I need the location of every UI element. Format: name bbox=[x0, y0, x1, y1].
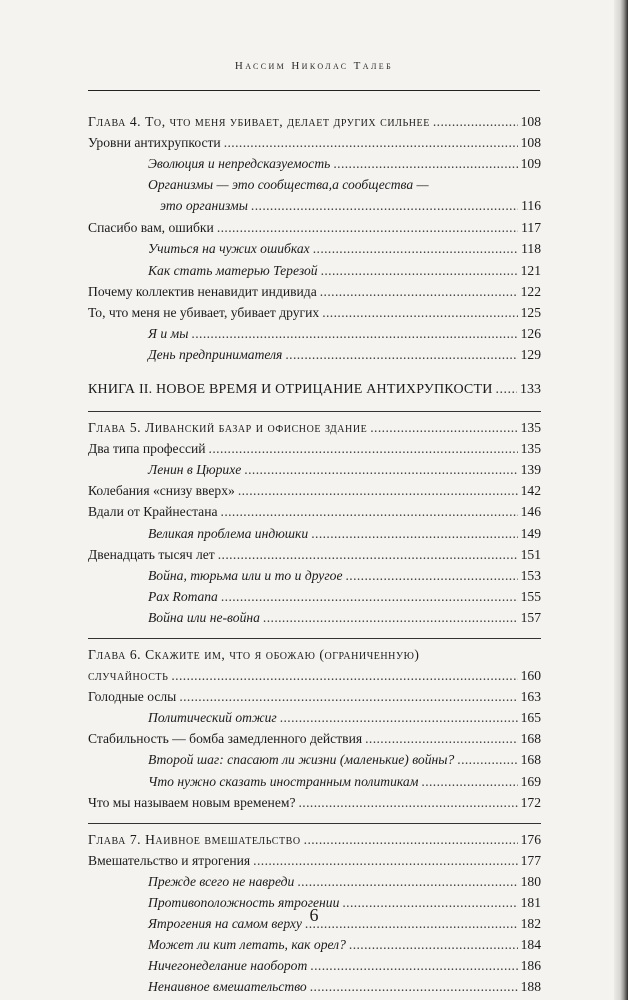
toc-leader-dots bbox=[321, 263, 518, 279]
toc-entry-title: Что мы называем новым временем? bbox=[88, 794, 296, 810]
toc-entry-subsection[interactable] bbox=[88, 752, 541, 773]
toc-leader-dots bbox=[251, 198, 518, 214]
toc-entry-section[interactable] bbox=[88, 547, 541, 568]
toc-leader-dots bbox=[349, 937, 518, 953]
toc-leader-dots bbox=[191, 326, 517, 342]
toc-entry-page: 129 bbox=[520, 346, 541, 362]
toc-entry-chapter[interactable] bbox=[88, 114, 541, 135]
toc-leader-dots bbox=[263, 610, 518, 626]
toc-divider bbox=[88, 411, 541, 412]
running-head: Нассим Николас Талеб bbox=[234, 60, 394, 72]
toc-leader-dots bbox=[320, 284, 518, 300]
toc-entry-title: Противоположность ятрогении bbox=[148, 895, 340, 910]
toc-leader-dots bbox=[171, 668, 517, 684]
toc-entry-title: Голодные ослы bbox=[88, 689, 177, 705]
toc-entry-title: Война или не-война bbox=[148, 609, 260, 625]
toc-entry-subsection[interactable] bbox=[88, 241, 541, 262]
toc-entry-page: 169 bbox=[520, 773, 541, 789]
toc-entry-section[interactable] bbox=[88, 135, 541, 156]
toc-leader-dots bbox=[370, 420, 517, 436]
toc-leader-dots bbox=[253, 853, 517, 869]
toc-leader-dots bbox=[285, 347, 517, 363]
toc-entry-subsection[interactable] bbox=[88, 326, 541, 347]
toc-entry-section[interactable] bbox=[88, 689, 541, 710]
toc-leader-dots bbox=[179, 689, 517, 705]
toc-entry-page: 117 bbox=[521, 220, 541, 236]
toc-entry-subsection[interactable] bbox=[88, 874, 541, 895]
toc-entry-subsection[interactable] bbox=[88, 710, 541, 731]
toc-entry-title: КНИГА II. НОВОЕ ВРЕМЯ И ОТРИЦАНИЕ АНТИХРУПКОСТИ bbox=[88, 382, 493, 398]
toc-entry-page: 133 bbox=[520, 382, 541, 398]
toc-leader-dots bbox=[433, 114, 518, 130]
toc-entry-section[interactable] bbox=[88, 731, 541, 752]
toc-entry-page: 157 bbox=[520, 609, 541, 625]
toc-entry-section[interactable] bbox=[88, 853, 541, 874]
toc-entry-page: 160 bbox=[520, 668, 541, 684]
toc-entry-page: 168 bbox=[520, 752, 541, 768]
toc-entry-title: Вмешательство и ятрогения bbox=[88, 852, 251, 868]
toc-entry-page: 172 bbox=[520, 794, 541, 810]
toc-entry-title: Два типа профессий bbox=[88, 441, 206, 457]
toc-entry-subsection[interactable] bbox=[88, 526, 541, 547]
toc-leader-dots bbox=[224, 135, 518, 151]
toc-entry-title: Спасибо вам, ошибки bbox=[88, 220, 214, 236]
toc-entry-page: 163 bbox=[520, 689, 541, 705]
toc-entry-title: Может ли кит летать, как орел? bbox=[148, 937, 346, 953]
toc-entry-page: 116 bbox=[521, 198, 541, 214]
toc-entry-page: 176 bbox=[520, 831, 541, 847]
toc-leader-dots bbox=[457, 752, 517, 768]
toc-entry-chapter[interactable] bbox=[88, 647, 541, 668]
toc-entry-subsection[interactable] bbox=[88, 568, 541, 589]
toc-entry-page: 168 bbox=[520, 731, 541, 747]
toc-entry-page: 108 bbox=[520, 114, 541, 129]
toc-entry-title: Глава 5. Ливанский базар и офисное здание bbox=[88, 420, 368, 436]
toc-entry-title-continued: это организмы bbox=[160, 198, 248, 214]
toc-entry-subsection[interactable] bbox=[88, 937, 541, 958]
toc-entry-title: Что нужно сказать иностранным политикам bbox=[148, 773, 419, 789]
toc-leader-dots bbox=[365, 731, 518, 747]
header-rule bbox=[88, 90, 540, 91]
table-of-contents bbox=[88, 114, 541, 1000]
toc-leader-dots bbox=[299, 795, 518, 811]
toc-leader-dots bbox=[333, 156, 517, 172]
toc-entry-title: Почему коллектив ненавидит индивида bbox=[88, 283, 317, 299]
toc-entry-title: То, что меня не убивает, убивает других bbox=[88, 304, 320, 320]
toc-leader-dots bbox=[496, 382, 517, 398]
toc-entry-book[interactable] bbox=[88, 382, 541, 404]
toc-entry-subsection[interactable] bbox=[88, 610, 541, 631]
toc-entry-title: Политический отжиг bbox=[148, 710, 277, 726]
toc-entry-title: День предпринимателя bbox=[148, 346, 283, 362]
toc-entry-page: 188 bbox=[520, 979, 541, 995]
toc-entry-title: Прежде всего не навреди bbox=[148, 873, 295, 889]
toc-entry-page: 122 bbox=[520, 283, 541, 299]
toc-entry-page: 118 bbox=[521, 241, 541, 257]
toc-entry-title: Я и мы bbox=[148, 325, 189, 341]
toc-entry-subsection[interactable] bbox=[88, 979, 541, 1000]
toc-entry-title: Глава 7. Наивное вмешательство bbox=[88, 831, 301, 847]
toc-entry-section[interactable] bbox=[88, 441, 541, 462]
toc-entry-title: Глава 4. То, что меня убивает, делает других сильнее bbox=[88, 114, 430, 129]
toc-leader-dots bbox=[310, 958, 517, 974]
toc-entry-subsection[interactable] bbox=[88, 958, 541, 979]
toc-entry-page: 181 bbox=[520, 895, 541, 910]
toc-entry-subsection-continued[interactable] bbox=[88, 198, 541, 220]
toc-entry-subsection[interactable] bbox=[88, 156, 541, 177]
toc-entry-section[interactable] bbox=[88, 220, 541, 241]
toc-entry-page: 165 bbox=[520, 710, 541, 726]
toc-entry-subsection[interactable] bbox=[88, 263, 541, 284]
toc-entry-subsection[interactable] bbox=[88, 177, 541, 198]
toc-leader-dots bbox=[311, 526, 517, 542]
toc-entry-page: 142 bbox=[520, 483, 541, 499]
toc-entry-title: Организмы — это сообщества,а сообщества — bbox=[148, 177, 429, 193]
toc-leader-dots bbox=[221, 589, 518, 605]
toc-gap bbox=[88, 368, 541, 382]
toc-entry-page: 155 bbox=[520, 588, 541, 604]
toc-entry-page: 153 bbox=[520, 567, 541, 583]
toc-entry-page: 146 bbox=[520, 504, 541, 520]
toc-entry-chapter-continued[interactable] bbox=[88, 668, 541, 689]
toc-entry-title: Ничегонеделание наоборот bbox=[148, 958, 308, 974]
toc-leader-dots bbox=[313, 241, 518, 257]
toc-entry-page: 125 bbox=[520, 304, 541, 320]
toc-entry-page: 108 bbox=[520, 135, 541, 151]
toc-leader-dots bbox=[304, 832, 518, 848]
toc-entry-section[interactable] bbox=[88, 483, 541, 504]
toc-entry-chapter[interactable] bbox=[88, 420, 541, 441]
page-edge-shadow bbox=[614, 0, 628, 1000]
toc-leader-dots bbox=[421, 774, 517, 790]
toc-entry-subsection[interactable] bbox=[88, 774, 541, 795]
toc-entry-title: Ятрогения на самом верху bbox=[148, 916, 302, 932]
toc-entry-subsection[interactable] bbox=[88, 347, 541, 368]
toc-leader-dots bbox=[244, 462, 517, 478]
toc-entry-page: 109 bbox=[520, 156, 541, 172]
toc-entry-title: Ленин в Цюрихе bbox=[148, 462, 242, 478]
toc-entry-title: Второй шаг: спасают ли жизни (маленькие) войны? bbox=[148, 752, 455, 768]
toc-entry-title: Стабильность — бомба замедленного действия bbox=[88, 731, 363, 747]
toc-entry-section[interactable] bbox=[88, 504, 541, 525]
toc-entry-subsection[interactable] bbox=[88, 589, 541, 610]
toc-entry-page: 135 bbox=[520, 420, 541, 436]
toc-divider bbox=[88, 823, 541, 824]
toc-entry-title: Двенадцать тысяч лет bbox=[88, 546, 215, 562]
toc-entry-section[interactable] bbox=[88, 305, 541, 326]
toc-entry-page: 135 bbox=[520, 441, 541, 457]
toc-leader-dots bbox=[209, 441, 518, 457]
toc-entry-page: 126 bbox=[520, 325, 541, 341]
toc-entry-page: 121 bbox=[520, 262, 541, 278]
toc-entry-title: Великая проблема индюшки bbox=[148, 525, 309, 541]
toc-entry-title: Ненаивное вмешательство bbox=[148, 979, 307, 995]
toc-entry-title: Эволюция и непредсказуемость bbox=[148, 156, 331, 172]
toc-leader-dots bbox=[221, 504, 518, 520]
toc-entry-page: 149 bbox=[520, 525, 541, 541]
toc-entry-section[interactable] bbox=[88, 795, 541, 816]
toc-entry-title: Колебания «снизу вверх» bbox=[88, 483, 235, 499]
toc-entry-title: Война, тюрьма или и то и другое bbox=[148, 567, 343, 583]
toc-entry-title: Учиться на чужих ошибках bbox=[148, 241, 310, 257]
toc-leader-dots bbox=[297, 874, 517, 890]
toc-entry-page: 182 bbox=[520, 916, 541, 932]
toc-entry-chapter[interactable] bbox=[88, 832, 541, 853]
toc-leader-dots bbox=[345, 568, 517, 584]
toc-leader-dots bbox=[217, 220, 518, 236]
toc-leader-dots bbox=[280, 710, 518, 726]
toc-entry-title: Глава 6. Скажите им, что я обожаю (ограниченную) bbox=[88, 646, 420, 662]
toc-entry-page: 180 bbox=[520, 873, 541, 889]
toc-entry-subsection[interactable] bbox=[88, 462, 541, 483]
toc-entry-title: Уровни антихрупкости bbox=[88, 135, 221, 151]
toc-entry-page: 139 bbox=[520, 462, 541, 478]
toc-entry-title: Как стать матерью Терезой bbox=[148, 262, 318, 278]
toc-entry-title: Pax Romana bbox=[148, 588, 218, 604]
toc-leader-dots bbox=[322, 305, 517, 321]
toc-entry-page: 151 bbox=[520, 546, 541, 562]
toc-leader-dots bbox=[218, 547, 518, 563]
toc-entry-title: Вдали от Крайнестана bbox=[88, 504, 218, 520]
toc-entry-section[interactable] bbox=[88, 284, 541, 305]
toc-entry-title-continued: случайность bbox=[88, 668, 169, 684]
toc-entry-page: 177 bbox=[520, 852, 541, 868]
toc-entry-page: 184 bbox=[520, 937, 541, 953]
toc-entry-page: 186 bbox=[520, 958, 541, 974]
toc-leader-dots bbox=[310, 979, 518, 995]
toc-leader-dots bbox=[238, 483, 518, 499]
toc-divider bbox=[88, 638, 541, 639]
page-number: 6 bbox=[309, 905, 319, 925]
